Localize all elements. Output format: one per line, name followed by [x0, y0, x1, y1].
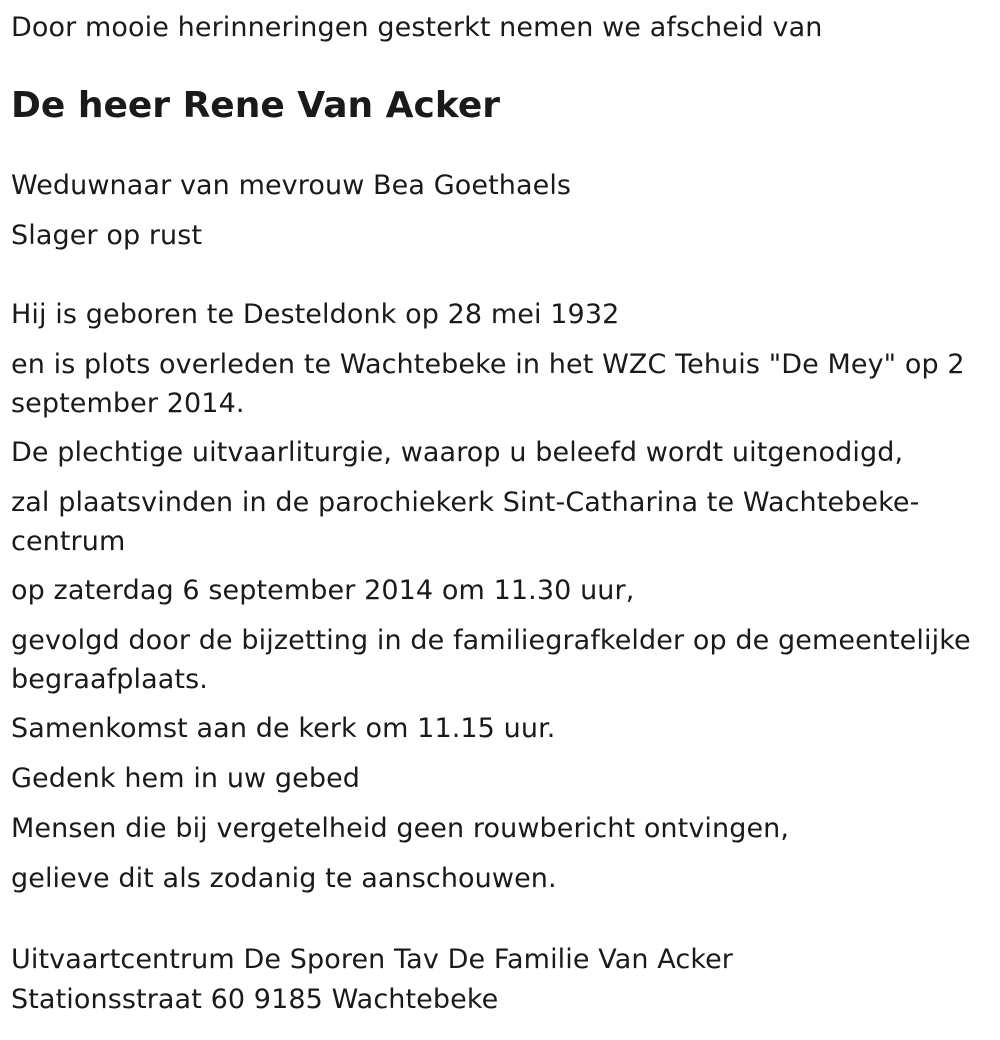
deceased-name: De heer Rene Van Acker	[11, 85, 500, 126]
funeral-home-address: Stationsstraat 60 9185 Wachtebeke	[11, 984, 499, 1015]
occupation-text: Slager op rust	[11, 220, 203, 251]
intro-text: Door mooie herinneringen gesterkt nemen we afscheid van	[11, 12, 823, 43]
burial-text: gevolgd door de bijzetting in de familiegrafkelder op de gemeentelijke begraafplaats.	[11, 625, 971, 695]
birth-text: Hij is geboren te Desteldonk op 28 mei 1932	[11, 299, 620, 330]
funeral-home-name: Uitvaartcentrum De Sporen Tav De Familie Van Acker	[11, 944, 734, 975]
gathering-text: Samenkomst aan de kerk om 11.15 uur.	[11, 713, 556, 744]
liturgy-time-text: op zaterdag 6 september 2014 om 11.30 uur,	[11, 575, 635, 606]
liturgy-invite-text: De plechtige uitvaarliturgie, waarop u beleefd wordt uitgenodigd,	[11, 437, 904, 468]
note-line-2: gelieve dit als zodanig te aanschouwen.	[11, 863, 557, 894]
widower-text: Weduwnaar van mevrouw Bea Goethaels	[11, 170, 572, 201]
liturgy-place-text: zal plaatsvinden in de parochiekerk Sint-Catharina te Wachtebeke-centrum	[11, 487, 920, 557]
death-text: en is plots overleden te Wachtebeke in het WZC Tehuis "De Mey" op 2 september 2014.	[11, 349, 965, 419]
prayer-text: Gedenk hem in uw gebed	[11, 763, 361, 794]
note-line-1: Mensen die bij vergetelheid geen rouwbericht ontvingen,	[11, 813, 790, 844]
